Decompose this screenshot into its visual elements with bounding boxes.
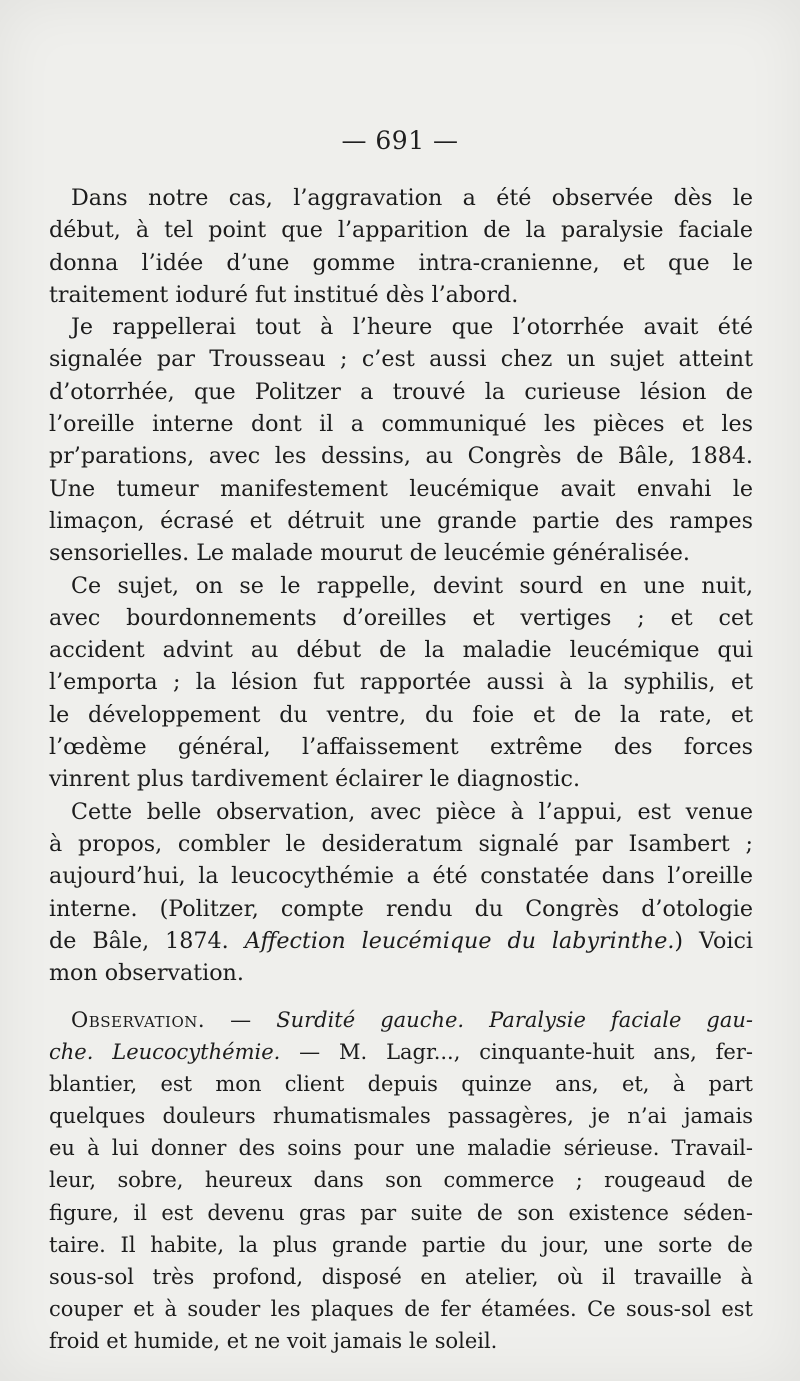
text-line: interne. (Politzer, compte rendu du Congrès d’otologie bbox=[49, 895, 753, 922]
text-line: mon observation. bbox=[49, 960, 244, 987]
text-line: Je rappellerai tout à l’heure que l’otorrhée avait été bbox=[71, 314, 753, 341]
observation-title-end: che. Leucocythémie. bbox=[49, 1040, 281, 1065]
paragraph-1 bbox=[49, 182, 753, 311]
text-line: vinrent plus tardivement éclairer le diagnostic. bbox=[49, 766, 580, 793]
text-line: sous-sol très profond, disposé en atelier, où il travaille à bbox=[49, 1264, 753, 1289]
paragraph-2 bbox=[49, 311, 753, 569]
text-line: Ce sujet, on se le rappelle, devint sourd en une nuit, bbox=[71, 572, 753, 599]
text-line-with-citation bbox=[49, 925, 753, 957]
text-line: l’emporta ; la lésion fut rapportée aussi à la syphilis, et bbox=[49, 669, 753, 696]
text-line: le développement du ventre, du foie et de la rate, et bbox=[49, 701, 753, 728]
text-line: l’oreille interne dont il a communiqué les pièces et les bbox=[49, 411, 753, 438]
observation-dash: — bbox=[205, 1008, 277, 1032]
text-line: leur, sobre, heureux dans son commerce ; rougeaud de bbox=[49, 1168, 753, 1193]
text-line: Une tumeur manifestement leucémique avait envahi le bbox=[49, 475, 753, 502]
text-line: quelques douleurs rhumatismales passagères, je n’ai jamais bbox=[49, 1104, 753, 1129]
text-line: traitement ioduré fut institué dès l’abord. bbox=[49, 281, 519, 308]
citation-title: Affection leucémique du labyrinthe. bbox=[244, 927, 675, 954]
observation-intro: — M. Lagr..., cinquante-huit ans, fer- bbox=[280, 1040, 753, 1065]
text-line: pr’parations, avec les dessins, au Congrès de Bâle, 1884. bbox=[49, 443, 753, 470]
text-line: taire. Il habite, la plus grande partie du jour, une sorte de bbox=[49, 1232, 753, 1257]
text-line: sensorielles. Le malade mourut de leucémie généralisée. bbox=[49, 540, 690, 567]
text-line: signalée par Trousseau ; c’est aussi chez un sujet atteint bbox=[49, 346, 753, 373]
citation-prefix: de Bâle, 1874. bbox=[49, 927, 245, 954]
text-line: limaçon, écrasé et détruit une grande partie des rampes bbox=[49, 507, 753, 534]
text-line: Cette belle observation, avec pièce à l’appui, est venue bbox=[71, 798, 753, 825]
text-line: aujourd’hui, la leucocythémie a été constatée dans l’oreille bbox=[49, 863, 753, 890]
text-line: froid et humide, et ne voit jamais le soleil. bbox=[49, 1328, 498, 1353]
text-line: couper et à souder les plaques de fer étamées. Ce sous-sol est bbox=[49, 1296, 753, 1321]
text-line: début, à tel point que l’apparition de la paralysie faciale bbox=[49, 217, 753, 244]
observation-heading-line bbox=[49, 1004, 753, 1036]
text-line: d’otorrhée, que Politzer a trouvé la curieuse lésion de bbox=[49, 378, 753, 405]
text-line: à propos, combler le desideratum signalé par Isambert ; bbox=[49, 830, 753, 857]
observation-heading-line-2 bbox=[49, 1036, 753, 1068]
paragraph-4 bbox=[49, 796, 753, 990]
text-line: accident advint au début de la maladie leucémique qui bbox=[49, 637, 753, 664]
observation-label: Observation. bbox=[71, 1008, 206, 1032]
text-line: l’œdème général, l’affaissement extrême des forces bbox=[49, 734, 753, 761]
observation-section bbox=[49, 1004, 753, 1357]
page-number: — 691 — bbox=[341, 126, 459, 155]
text-line: avec bourdonnements d’oreilles et vertiges ; et cet bbox=[49, 604, 753, 631]
text-line: donna l’idée d’une gomme intra-cranienne, et que le bbox=[49, 249, 753, 276]
text-line: eu à lui donner des soins pour une maladie sérieuse. Travail- bbox=[49, 1136, 753, 1161]
paragraph-3 bbox=[49, 570, 753, 796]
body-text bbox=[49, 182, 753, 989]
text-line: Dans notre cas, l’aggravation a été observée dès le bbox=[71, 185, 753, 211]
text-line: figure, il est devenu gras par suite de son existence séden- bbox=[49, 1200, 753, 1225]
text-line: blantier, est mon client depuis quinze ans, et, à part bbox=[49, 1072, 753, 1097]
citation-suffix: ) Voici bbox=[674, 927, 753, 954]
observation-title: Surdité gauche. Paralysie faciale gau- bbox=[276, 1008, 753, 1032]
